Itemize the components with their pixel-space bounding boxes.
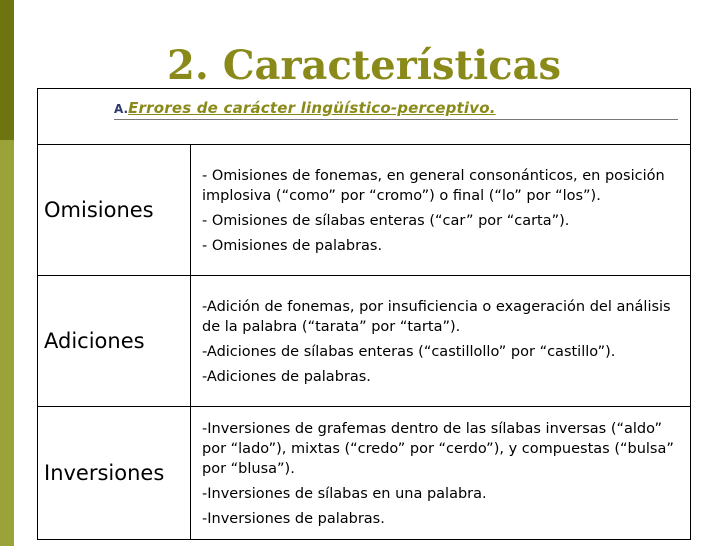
slide-title: 2. Características [167,42,561,89]
table-header-cell [38,89,691,145]
table-row [38,276,691,407]
row-label-cell [38,145,191,276]
row-label: Adiciones [44,329,145,353]
row-label: Omisiones [44,198,154,222]
row-item: - Omisiones de sílabas enteras (“car” por “carta”). [202,213,570,229]
row-content-cell [191,276,691,407]
table-row [38,145,691,276]
table-header-row [38,89,691,145]
row-item: -Adiciones de sílabas enteras (“castillollo” por “castillo”). [202,344,616,360]
row-label-cell [38,276,191,407]
row-label: Inversiones [44,461,165,485]
section-heading [114,98,678,120]
row-item: - Omisiones de fonemas, en general consonánticos, en posición implosiva (“como” por “cromo”) o final (“lo” por “los”). [202,168,665,204]
row-content-cell [191,407,691,540]
row-item: -Inversiones de sílabas en una palabra. [202,486,487,502]
table-row [38,407,691,540]
section-heading-text: Errores de carácter lingüístico-perceptivo. [128,99,496,117]
row-item: -Inversiones de palabras. [202,511,385,527]
row-item: -Adiciones de palabras. [202,369,371,385]
row-content-cell [191,145,691,276]
row-label-cell [38,407,191,540]
row-item: -Adición de fonemas, por insuficiencia o exageración del análisis de la palabra (“tarata” por “tarta”). [202,299,671,335]
row-item: - Omisiones de palabras. [202,238,383,254]
characteristics-table [37,88,691,540]
row-item: -Inversiones de grafemas dentro de las sílabas inversas (“aldo” por “lado”), mixtas (“credo” por “cerdo”), y compuestas (“bulsa” por “blusa”). [202,421,674,477]
section-letter: A. [114,102,129,116]
